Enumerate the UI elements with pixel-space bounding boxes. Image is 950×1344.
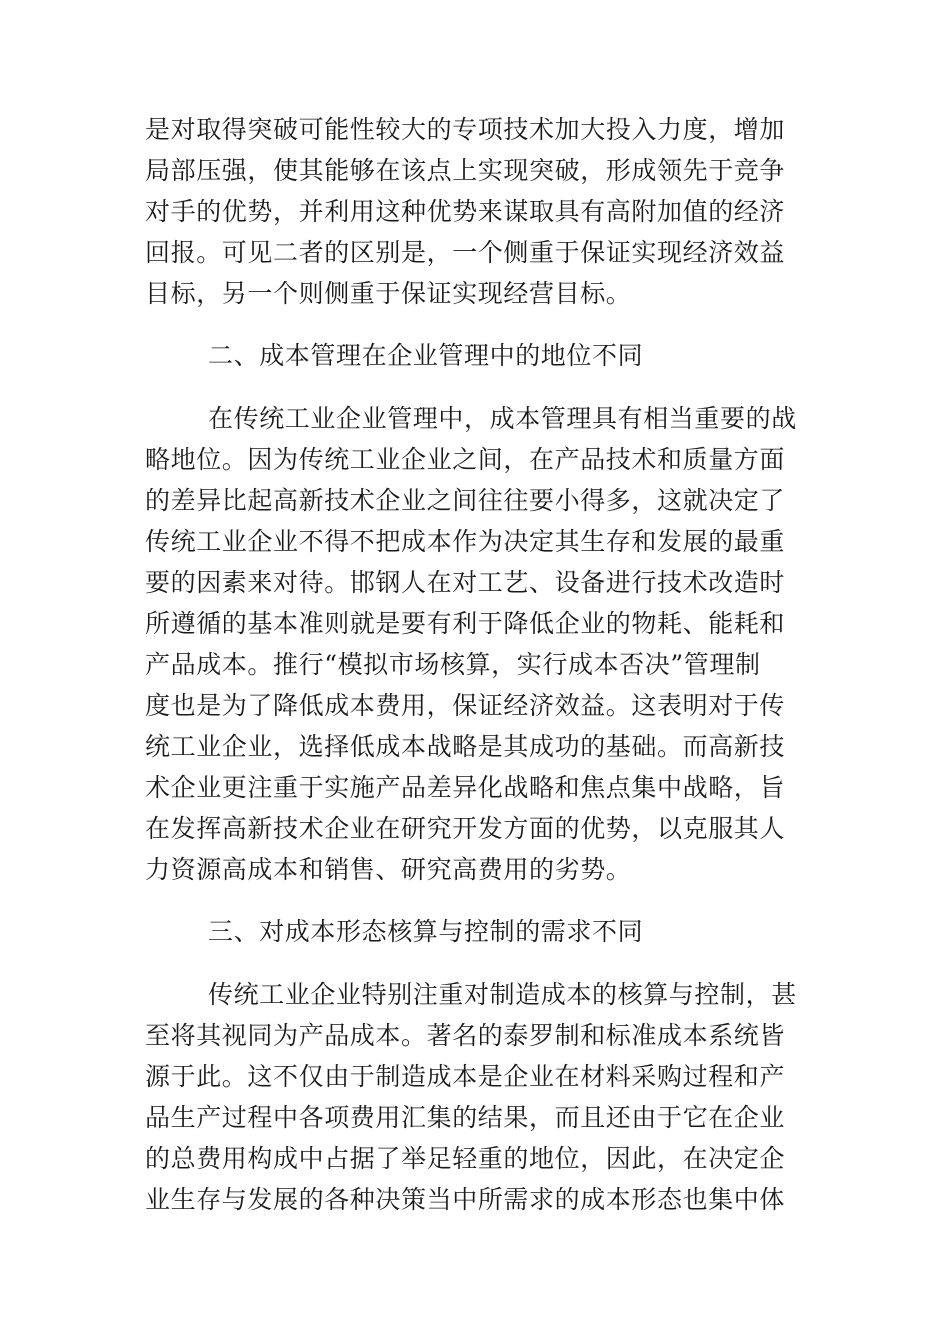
paragraph-line: 略地位。因为传统工业企业之间，在产品技术和质量方面 <box>145 445 786 474</box>
paragraph-line: 传统工业企业不得不把成本作为决定其生存和发展的最重 <box>145 527 786 556</box>
section-heading-3: 三、对成本形态核算与控制的需求不同 <box>208 917 644 946</box>
paragraph-line: 的总费用构成中占据了举足轻重的地位，因此，在决定企 <box>145 1144 786 1173</box>
paragraph-line: 产品成本。推行“模拟市场核算，实行成本否决”管理制 <box>145 650 761 679</box>
paragraph-line: 目标，另一个则侧重于保证实现经营目标。 <box>145 279 632 308</box>
paragraph-line: 术企业更注重于实施产品差异化战略和焦点集中战略，旨 <box>145 773 786 802</box>
paragraph-line: 对手的优势，并利用这种优势来谋取具有高附加值的经济 <box>145 197 786 226</box>
paragraph-line: 品生产过程中各项费用汇集的结果，而且还由于它在企业 <box>145 1103 786 1132</box>
paragraph-line: 在传统工业企业管理中，成本管理具有相当重要的战 <box>208 404 797 433</box>
paragraph-line: 所遵循的基本准则就是要有利于降低企业的物耗、能耗和 <box>145 609 786 638</box>
section-heading-2: 二、成本管理在企业管理中的地位不同 <box>208 341 644 370</box>
paragraph-line: 至将其视同为产品成本。著名的泰罗制和标准成本系统皆 <box>145 1021 786 1050</box>
paragraph-line: 回报。可见二者的区别是，一个侧重于保证实现经济效益 <box>145 238 786 267</box>
paragraph-line: 在发挥高新技术企业在研究开发方面的优势，以克服其人 <box>145 814 786 843</box>
paragraph-line: 局部压强，使其能够在该点上实现突破，形成领先于竞争 <box>145 156 786 185</box>
paragraph-line: 业生存与发展的各种决策当中所需求的成本形态也集中体 <box>145 1185 786 1214</box>
paragraph-line: 统工业企业，选择低成本战略是其成功的基础。而高新技 <box>145 732 786 761</box>
paragraph-line: 度也是为了降低成本费用，保证经济效益。这表明对于传 <box>145 691 786 720</box>
paragraph-line: 传统工业企业特别注重对制造成本的核算与控制，甚 <box>208 980 797 1009</box>
paragraph-line: 力资源高成本和销售、研究高费用的劣势。 <box>145 855 632 884</box>
paragraph-line: 源于此。这不仅由于制造成本是企业在材料采购过程和产 <box>145 1062 786 1091</box>
paragraph-line: 是对取得突破可能性较大的专项技术加大投入力度，增加 <box>145 115 786 144</box>
paragraph-line: 要的因素来对待。邯钢人在对工艺、设备进行技术改造时 <box>145 568 786 597</box>
paragraph-line: 的差异比起高新技术企业之间往往要小得多，这就决定了 <box>145 486 786 515</box>
